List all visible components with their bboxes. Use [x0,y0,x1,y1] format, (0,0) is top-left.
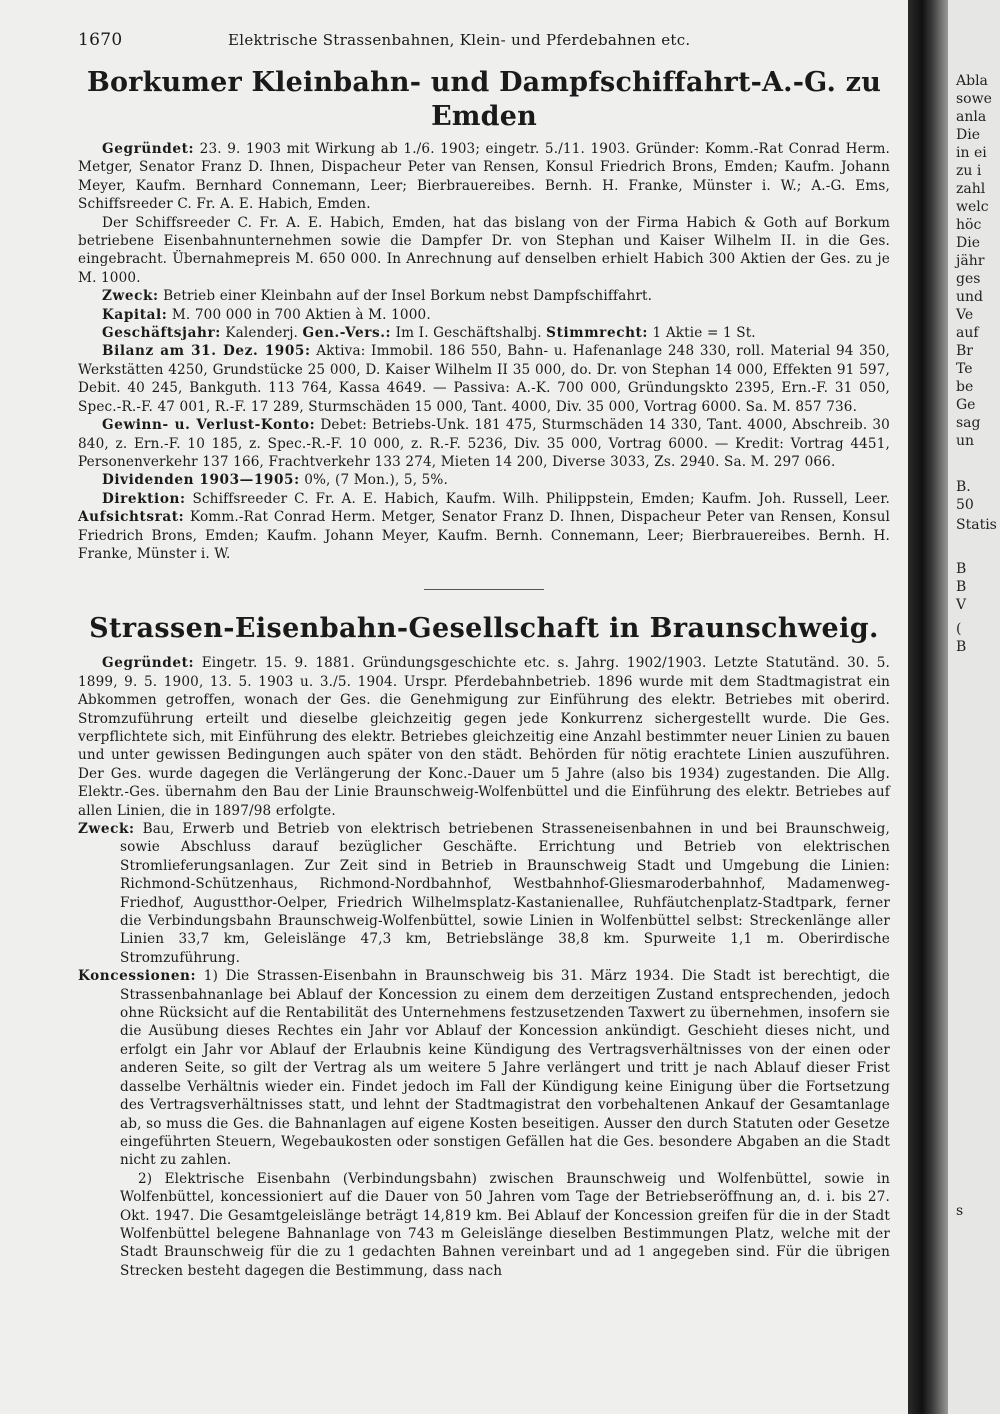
text: 2) Elektrische Eisenbahn (Verbindungsbahn) zwischen Braunschweig und Wolfenbüttel, sowie in Wolfenbüttel, koncessioniert auf die Dauer von 50 Jahren vom Tage der Betriebseröffnung an, d. i. bis 27. Okt. 1947. Die Gesamtgeleislänge beträgt 14,819 km. Bei Ablauf der Koncession greifen für die in der Stadt Wolfenbüttel belegene Bahnanlage von 743 m Geleislänge dieselben Bestimmungen Platz, welche mit der Stadt Braunschweig für die zu 1 gedachten Bahnen vereinbart und ad 1 angegeben sind. Für die übrigen Strecken besteht dagegen die Bestimmung, dass nach [120,1170,890,1279]
running-title: Elektrische Strassenbahnen, Klein- und Pferdebahnen etc. [228,31,691,49]
label: Koncessionen: [78,968,197,985]
paragraph-gegruendet-borkum [78,140,890,214]
page-number: 1670 [78,30,123,50]
paragraph-kapital-borkum [78,306,890,324]
paragraph-geschaeftsjahr-borkum [78,324,890,342]
fragment-line: Ge [956,397,976,413]
text: 23. 9. 1903 mit Wirkung ab 1./6. 1903; eingetr. 5./11. 1903. Gründer: Komm.-Rat Conrad Herm. Metger, Senator Franz D. Ihnen, Dispacheur Peter van Rensen, Konsul Friedrich Brons, Emden; Kaufm. Johann Meyer, Kaufm. Bernhard Connemann, Leer; Bierbrauereibes. Bernh. H. Franke, Münster i. W.; A.-G. Ems, Schiffsreeder C. Fr. A. E. Habich, Emden. [78,141,890,213]
fragment-line: Die [956,235,980,251]
paragraph-zweck-borkum [78,287,890,305]
page-header [78,30,888,52]
text: 1 Aktie = 1 St. [652,325,756,342]
label: Geschäftsjahr: [102,325,221,342]
fragment-line: höc [956,217,982,233]
fragment-line: jähr [956,253,985,269]
fragment-line: Te [956,361,973,377]
text: Betrieb einer Kleinbahn auf der Insel Borkum nebst Dampfschiffahrt. [163,288,653,305]
fragment-line: Statis [956,517,997,533]
fragment-line: sowe [956,91,992,107]
label: Dividenden 1903—1905: [102,472,300,489]
paragraph-habich [78,214,890,288]
section-title-braunschweig: Strassen-Eisenbahn-Gesellschaft in Braunschweig. [89,613,879,645]
text: 1) Die Strassen-Eisenbahn in Braunschweig bis 31. März 1934. Die Stadt ist berechtigt, die Strassenbahnanlage bei Ablauf der Koncession zu einem dem derzeitigen Zustand entsprechenden, jedoch ohne Rücksicht auf die Rentabilität des Unternehmens festzusetzenden Taxwert zu übernehmen, insofern sie die Ausübung dieses Rechtes ein Jahr vor Ablauf der Koncession ankündigt. Geschieht dieses nicht, und erfolgt ein Jahr vor Ablauf der Erlaubnis keine Kündigung des Vertragsverhältnisses von der einen oder anderen Seite, so gilt der Vertrag als um weitere 5 Jahre verlängert und tritt je nach Ablauf dieser Frist dasselbe Verhältnis wieder ein. Findet jedoch im Fall der Kündigung keine Einigung über die Fortsetzung des Vertragsverhältnisses statt, und lehnt der Stadtmagistrat den vorbehaltenen Ankauf der Gesamtanlage ab, so muss die Ges. die Bahnanlagen auf eigene Kosten beseitigen. Ausser den durch Statuten oder Gesetze eingeführten Steuern, Wegebaukosten oder sonstigen Gefällen hat die Ges. besondere Abgaben an die Stadt nicht zu zahlen. [120,968,890,1169]
paragraph-dividenden-borkum [78,471,890,489]
label: Kapital: [102,306,168,323]
text: Bau, Erwerb und Betrieb von elektrisch betriebenen Strasseneisenbahnen in und bei Braunschweig, sowie Abschluss darauf bezüglicher Geschäfte. Errichtung und Betrieb von elektrischen Stromlieferungsanlagen. Zur Zeit sind in Betrieb in Braunschweig Stadt und Umgebung die Linien: Richmond-Schützenhaus, Richmond-Nordbahnhof, Westbahnhof-Gliesmaroderbahnhof, Madamenweg-Friedhof, Augustthor-Oelper, Friedrich Wilhelmsplatz-Kastanienallee, Ruhfäutchenplatz-Stadtpark, ferner die Verbindungsbahn Braunschweig-Wolfenbüttel, sowie Linien in Wolfenbüttel selbst: Streckenlänge aller Linien 33,7 km, Geleislänge 47,3 km, Betriebslänge 38,8 km. Spurweite 1,1 m. Oberirdische Stromzuführung. [120,821,890,966]
paragraph-guv-borkum [78,416,890,471]
label: Bilanz am 31. Dez. 1905: [102,343,311,360]
fragment-line: zahl [956,181,986,197]
text: Kalenderj. [225,325,299,342]
adjacent-page-fragment [948,0,1000,1414]
paragraph-direktion-borkum [78,490,890,564]
label: Stimmrecht: [546,325,649,342]
text: Debet: Betriebs-Unk. 181 475, Sturmschäden 14 330, Tant. 4000, Abschreib. 30 840, z. Ern.-F. 10 185, z. Spec.-R.-F. 10 000, z. R.-F. 5236, Div. 35 000, Vortrag 6000. — Kredit: Vortrag 4451, Personenverkehr 137 166, Frachtverkehr 133 274, Mieten 14 200, Diverse 3033, Zs. 2940. Sa. M. 297 066. [78,417,890,470]
text: 0%, (7 Mon.), 5, 5%. [304,472,448,489]
section-divider [424,589,544,590]
fragment-line: s [956,1203,964,1219]
text: Der Schiffsreeder C. Fr. A. E. Habich, Emden, hat das bislang von der Firma Habich & Goth auf Borkum betriebene Eisenbahnunternehmen sowie die Dampfer Dr. von Stephan und Kaiser Wilhelm II. in die Ges. eingebracht. Übernahmepreis M. 650 000. In Anrechnung auf denselben erhielt Habich 300 Aktien der Ges. zu je M. 1000. [78,214,890,286]
fragment-line: in ei [956,145,987,161]
label: Direktion: [102,490,186,507]
fragment-line: V [956,597,967,613]
fragment-line: Br [956,343,973,359]
fragment-line: B. [956,479,971,495]
fragment-line: ( [956,621,962,637]
fragment-line: welc [956,199,989,215]
label: Gewinn- u. Verlust-Konto: [102,417,316,434]
fragment-line: un [956,433,975,449]
label: Aufsichtsrat: [78,509,185,526]
book-gutter [908,0,948,1414]
fragment-line: be [956,379,974,395]
text: Im I. Geschäftshalbj. [395,325,542,342]
fragment-line: zu i [956,163,982,179]
fragment-line: ges [956,271,981,287]
fragment-line: anla [956,109,987,125]
fragment-line: und [956,289,983,305]
fragment-line: sag [956,415,981,431]
text: Komm.-Rat Conrad Herm. Metger, Senator Franz D. Ihnen, Dispacheur Peter van Rensen, Konsul Friedrich Brons, Emden; Kaufm. Johann Meyer, Kaufm. Bernh. Connemann, Leer; Bierbrauereibes. Bernh. H. Franke, Münster i. W. [78,509,890,562]
fragment-line: auf [956,325,979,341]
fragment-line: 50 [956,497,974,513]
label: Zweck: [78,821,135,837]
fragment-line: Abla [956,73,988,89]
paragraph-gegruendet-braunschweig [78,654,890,820]
fragment-line: B [956,579,967,595]
text: Eingetr. 15. 9. 1881. Gründungsgeschichte etc. s. Jahrg. 1902/1903. Letzte Statutänd. 30. 5. 1899, 9. 5. 1900, 13. 5. 1903 u. 3./5. 1904. Urspr. Pferdebahnbetrieb. 1896 wurde mit dem Stadtmagistrat ein Abkommen getroffen, wonach der Ges. die Genehmigung zur Einführung des elektr. Betriebes mit oberird. Stromzuführung erteilt und dieselbe gleichzeitig gegen jede Konkurrenz sichergestellt wurde. Die Ges. verpflichtete sich, mit Einführung des elektr. Betriebes gleichzeitig eine Anzahl bestimmter neuer Linien zu bauen und unter gewissen Bedingungen auch später von den städt. Behörden für nötig erachtete Linien auszuführen. Der Ges. wurde dagegen die Verlängerung der Konc.-Dauer um 5 Jahre (also bis 1934) zugestanden. Die Allg. Elektr.-Ges. übernahm den Bau der Linie Braunschweig-Wolfenbüttel und die Einführung des elektr. Betriebes auf allen Linien, die in 1897/98 erfolgte. [78,655,890,819]
label: Gegründet: [102,655,195,672]
text: Schiffsreeder C. Fr. A. E. Habich, Kaufm. Wilh. Philippstein, Emden; Kaufm. Joh. Russell, Leer. [192,490,890,507]
page-content [78,66,890,1280]
fragment-line: B [956,561,967,577]
fragment-line: Ve [956,307,974,323]
fragment-line: Die [956,127,980,143]
label: Gegründet: [102,141,195,157]
text: M. 700 000 in 700 Aktien à M. 1000. [171,306,431,323]
paragraph-bilanz-borkum [78,342,890,416]
label: Gen.-Vers.: [302,325,392,342]
text: Aktiva: Immobil. 186 550, Bahn- u. Hafenanlage 248 330, roll. Material 94 350, Werkstätten 4250, Grundstücke 25 000, D. Kaiser Wilhelm II 35 000, do. Dr. von Stephan 14 000, Effekten 91 597, Debit. 40 245, Bankguth. 113 764, Kassa 4649. — Passiva: A.-K. 700 000, Gründungskto 2395, Ern.-F. 31 050, Spec.-R.-F. 47 001, R.-F. 17 289, Sturmschäden 15 000, Tant. 4000, Div. 35 000, Vortrag 6000. Sa. M. 857 736. [78,343,890,415]
section-title-borkum: Borkumer Kleinbahn- und Dampfschiffahrt-A.-G. zu Emden [86,67,882,132]
paragraph-koncessionen [78,967,890,1169]
fragment-line: B [956,639,967,655]
label: Zweck: [102,288,159,305]
paragraph-zweck-braunschweig [78,820,890,967]
paragraph-koncession-2 [78,1170,890,1280]
